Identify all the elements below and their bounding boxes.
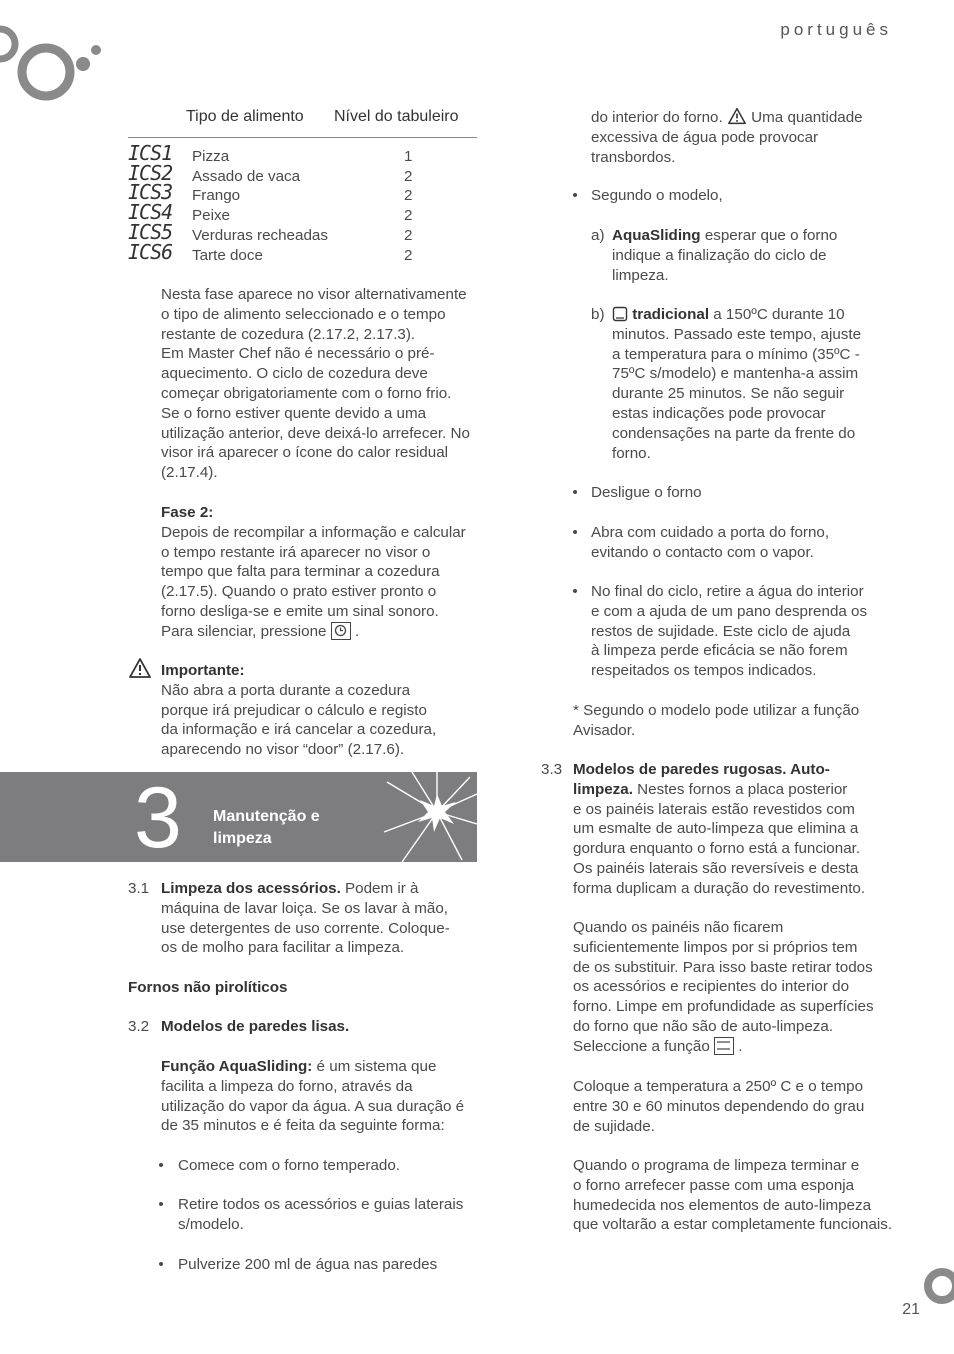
paragraph-fase-2: Fase 2: Depois de recompilar a informação e calcular o tempo restante irá aparecer no visor o tempo que falta para terminar a cozedura (2.17.5). Quando o prato estiver pronto o forno desliga-se e emite um sinal sonoro. Para silenciar, pressione .: [161, 503, 479, 642]
heading-fornos-nao-piroliticos: Fornos não pirolíticos: [128, 979, 288, 996]
page-number: 21: [902, 1301, 920, 1318]
section-3-3-number: 3.3: [541, 761, 563, 778]
table-header-food: Tipo de alimento: [186, 108, 304, 125]
fase-2-title: Fase 2:: [161, 504, 214, 521]
list-item: Comece com o forno temperado.: [178, 1157, 401, 1174]
list-item: Desligue o forno: [591, 484, 702, 501]
section-3-1-number: 3.1: [128, 880, 150, 897]
brand-logo-circles: [0, 20, 110, 110]
table-row: ICS3 Frango 2: [128, 180, 413, 204]
footnote: * Segundo o modelo pode utilizar a função Avisador.: [573, 702, 860, 739]
display-code: ICS1: [128, 141, 173, 165]
list-item: Abra com cuidado a porta do forno, evitando o contacto com o vapor.: [591, 524, 830, 561]
bullet-dot: •: [572, 583, 578, 600]
paragraph-continued: do interior do forno. Uma quantidade excessiva de água pode provocar transbordos.: [591, 109, 863, 166]
table-row: ICS5 Verduras recheadas 2: [128, 220, 413, 244]
list-item-a: AquaSliding esperar que o forno indique a finalização do ciclo de limpeza.: [612, 227, 838, 284]
section-3-2-title: Modelos de paredes lisas.: [161, 1018, 350, 1035]
section-3-2-number: 3.2: [128, 1018, 150, 1035]
display-code: ICS2: [128, 161, 173, 185]
table-row: ICS4 Peixe 2: [128, 200, 413, 224]
bullet-dot: •: [158, 1157, 164, 1174]
list-item: Retire todos os acessórios e guias laterais s/modelo.: [178, 1196, 464, 1233]
table-row: ICS2 Assado de vaca 2: [128, 161, 413, 185]
timer-button-icon: [331, 622, 351, 640]
paragraph-3-3: Modelos de paredes rugosas. Auto- limpeza. Nestes fornos a placa posterior e os painéis laterais estão revestidos com um esmalte de auto-limpeza que elimina a gordura enquanto o forno está a funcionar. Os painéis laterais são reversíveis e desta forma duplicam a duração do revestimento.: [573, 761, 866, 897]
table-rule: [128, 137, 477, 138]
section-number: 3: [134, 770, 182, 866]
paragraph-master-chef: Nesta fase aparece no visor alternativamente o tipo de alimento seleccionado e o tempo restante de cozedura (2.17.2, 2.17.3). Em Master Chef não é necessário o pré- aquecimento. O ciclo de cozedura deve começar obrigatoriamente com o forno frio. Se o forno estiver quente devido a uma utilização anterior, deve deixá-lo arrefecer. No visor irá aparecer o ícone do calor residual (2.17.4).: [161, 286, 470, 482]
bullet-dot: •: [572, 187, 578, 204]
section-title: Manutenção e limpeza: [213, 808, 320, 847]
sparkle-icon: [382, 772, 477, 862]
item-label-b: b): [591, 306, 605, 323]
important-title: Importante:: [161, 662, 245, 679]
table-header-level: Nível do tabuleiro: [334, 108, 459, 125]
table-row: ICS1 Pizza 1: [128, 141, 413, 165]
traditional-mode-icon: [612, 306, 628, 322]
display-code: ICS5: [128, 220, 173, 244]
list-item: Segundo o modelo,: [591, 187, 723, 204]
bullet-dot: •: [158, 1256, 164, 1273]
paragraph-important: Importante: Não abra a porta durante a cozedura porque irá prejudicar o cálculo e registo da informação e irá cancelar a cozedura, aparecendo no visor “door” (2.17.6).: [161, 661, 479, 760]
brand-circle-bottom-right: [920, 1262, 954, 1310]
list-item-b: tradicional a 150ºC durante 10 minutos. Passado este tempo, ajuste a temperatura para o mínimo (35ºC - 75ºC s/modelo) e mantenha-a assim durante 25 minutos. Se não seguir estas indicações pode provocar condensações na parte da frente do forno.: [612, 306, 862, 462]
list-item: No final do ciclo, retire a água do interior e com a ajuda de um pano desprenda os restos de sujidade. Este ciclo de ajuda à limpeza perde eficácia se não forem respeitados os tempos indicados.: [591, 583, 868, 680]
language-label: português: [780, 20, 892, 39]
paragraph-panels: Quando os painéis não ficarem suficientemente limpos por si próprios tem de os substituir. Para isso baste retirar todos os acessórios e recipientes do interior do forno. Limpe em profundidade as superfícies do forno que não são de auto-limpeza. Seleccione a função .: [573, 919, 874, 1055]
display-code: ICS3: [128, 180, 173, 204]
bullet-dot: •: [158, 1196, 164, 1213]
display-code: ICS6: [128, 240, 173, 264]
bullet-dot: •: [572, 484, 578, 501]
paragraph-aquasliding: Função AquaSliding: é um sistema que facilita a limpeza do forno, através da utilização do vapor da água. A sua duração é de 35 minutos e é feita da seguinte forma:: [161, 1058, 465, 1135]
warning-icon: [727, 107, 747, 125]
list-item: Pulverize 200 ml de água nas paredes: [178, 1256, 438, 1273]
item-label-a: a): [591, 227, 605, 244]
bullet-dot: •: [572, 524, 578, 541]
paragraph-end-cleaning: Quando o programa de limpeza terminar e o forno arrefecer passe com uma esponja humedecida nos elementos de auto-limpeza que voltarão a estar completamente funcionais.: [573, 1157, 893, 1234]
display-code: ICS4: [128, 200, 173, 224]
paragraph-temperature: Coloque a temperatura a 250º C e o tempo entre 30 e 60 minutos dependendo do grau de sujidade.: [573, 1078, 865, 1135]
table-row: ICS6 Tarte doce 2: [128, 240, 413, 264]
warning-icon: [128, 657, 152, 679]
grill-function-icon: [714, 1037, 734, 1055]
paragraph-3-1: Limpeza dos acessórios. Podem ir à máquina de lavar loiça. Se os lavar à mão, use detergentes de uso corrente. Coloque- os de molho para facilitar a limpeza.: [161, 880, 450, 957]
